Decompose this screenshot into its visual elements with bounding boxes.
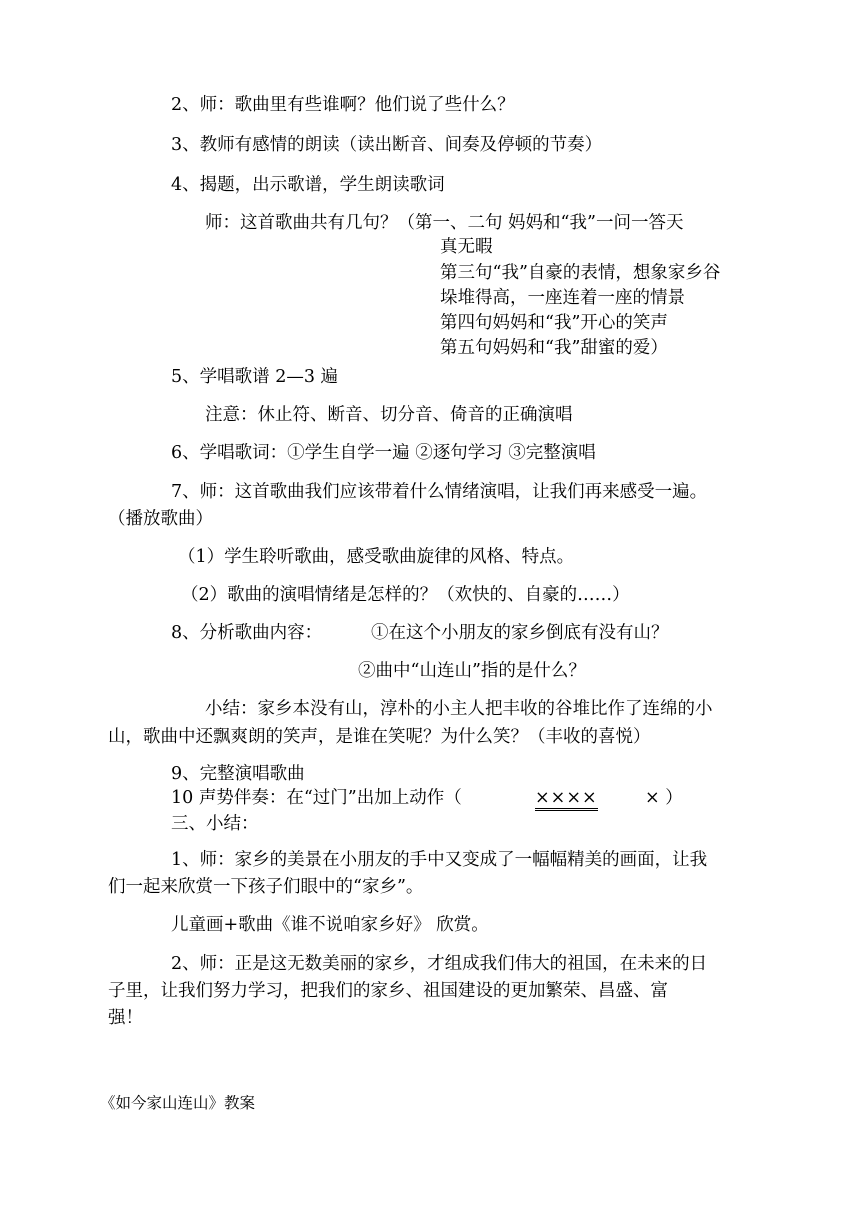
rhythm-notation (535, 786, 598, 811)
summary-item-1-cont: 们一起来欣赏一下孩子们眼中的“家乡”。 (108, 877, 424, 897)
sentence-note-3-cont: 垛堆得高，一座连着一座的情景 (440, 288, 685, 308)
item-2-teacher-question: 2、师：歌曲里有些谁啊？他们说了些什么？ (171, 95, 515, 115)
children-painting-appreciation: 儿童画+歌曲《谁不说咱家乡好》 欣赏。 (171, 915, 489, 935)
item-7-cont: （播放歌曲） (108, 509, 213, 529)
rhythm-underlined: ×××× (535, 788, 598, 811)
note-attention: 注意：休止符、断音、切分音、倚音的正确演唱 (205, 405, 573, 425)
item-6-learn-lyrics: 6、学唱歌词：①学生自学一遍 ②逐句学习 ③完整演唱 (171, 443, 596, 463)
sentence-note-3: 第三句“我”自豪的表情，想象家乡谷 (440, 263, 721, 283)
summary-line-1: 小结：家乡本没有山，淳朴的小主人把丰收的谷堆比作了连绵的小 (205, 699, 713, 719)
summary-item-2: 2、师：正是这无数美丽的家乡，才组成我们伟大的祖国，在未来的日 (171, 954, 708, 974)
sentence-note-4: 第四句妈妈和“我”开心的笑声 (440, 313, 668, 333)
item-7-teacher-emotion: 7、师：这首歌曲我们应该带着什么情绪演唱，让我们再来感受一遍。 (171, 482, 708, 502)
section-three-summary: 三、小结： (171, 814, 259, 834)
item-8-analysis: 8、分析歌曲内容： (171, 623, 323, 643)
teacher-question-sentences: 师：这首歌曲共有几句？（第一、二句 妈妈和“我”一问一答天 (205, 213, 684, 233)
sentence-note-5: 第五句妈妈和“我”甜蜜的爱） (440, 338, 668, 358)
analysis-question-2: ②曲中“山连山”指的是什么？ (358, 661, 586, 681)
sub-item-2: （2）歌曲的演唱情绪是怎样的？（欢快的、自豪的……） (181, 585, 630, 605)
item-4-reveal-title: 4、揭题，出示歌谱，学生朗读歌词 (171, 175, 445, 195)
sub-item-1: （1）学生聆听歌曲，感受歌曲旋律的风格、特点。 (178, 547, 575, 567)
document-footer: 《如今家山连山》教案 (100, 1094, 256, 1112)
item-5-learn-score: 5、学唱歌谱 2—3 遍 (171, 367, 339, 387)
summary-item-2-end: 强！ (108, 1008, 143, 1028)
summary-line-2: 山，歌曲中还飘爽朗的笑声，是谁在笑呢？为什么笑？（丰收的喜悦） (108, 727, 651, 747)
item-9-full-sing: 9、完整演唱歌曲 (171, 764, 305, 784)
sentence-note-1-cont: 真无暇 (440, 237, 493, 257)
item-3-teacher-reading: 3、教师有感情的朗读（读出断音、间奏及停顿的节奏） (171, 135, 603, 155)
item-10-accompaniment: 10 声势伴奏：在“过门”出加上动作（ (171, 788, 462, 808)
summary-item-2-cont: 子里，让我们努力学习，把我们的家乡、祖国建设的更加繁荣、昌盛、富 (108, 981, 668, 1001)
analysis-question-1: ①在这个小朋友的家乡倒底有没有山？ (371, 623, 669, 643)
rhythm-tail: × ） (645, 788, 683, 808)
summary-item-1: 1、师：家乡的美景在小朋友的手中又变成了一幅幅精美的画面，让我 (171, 850, 708, 870)
